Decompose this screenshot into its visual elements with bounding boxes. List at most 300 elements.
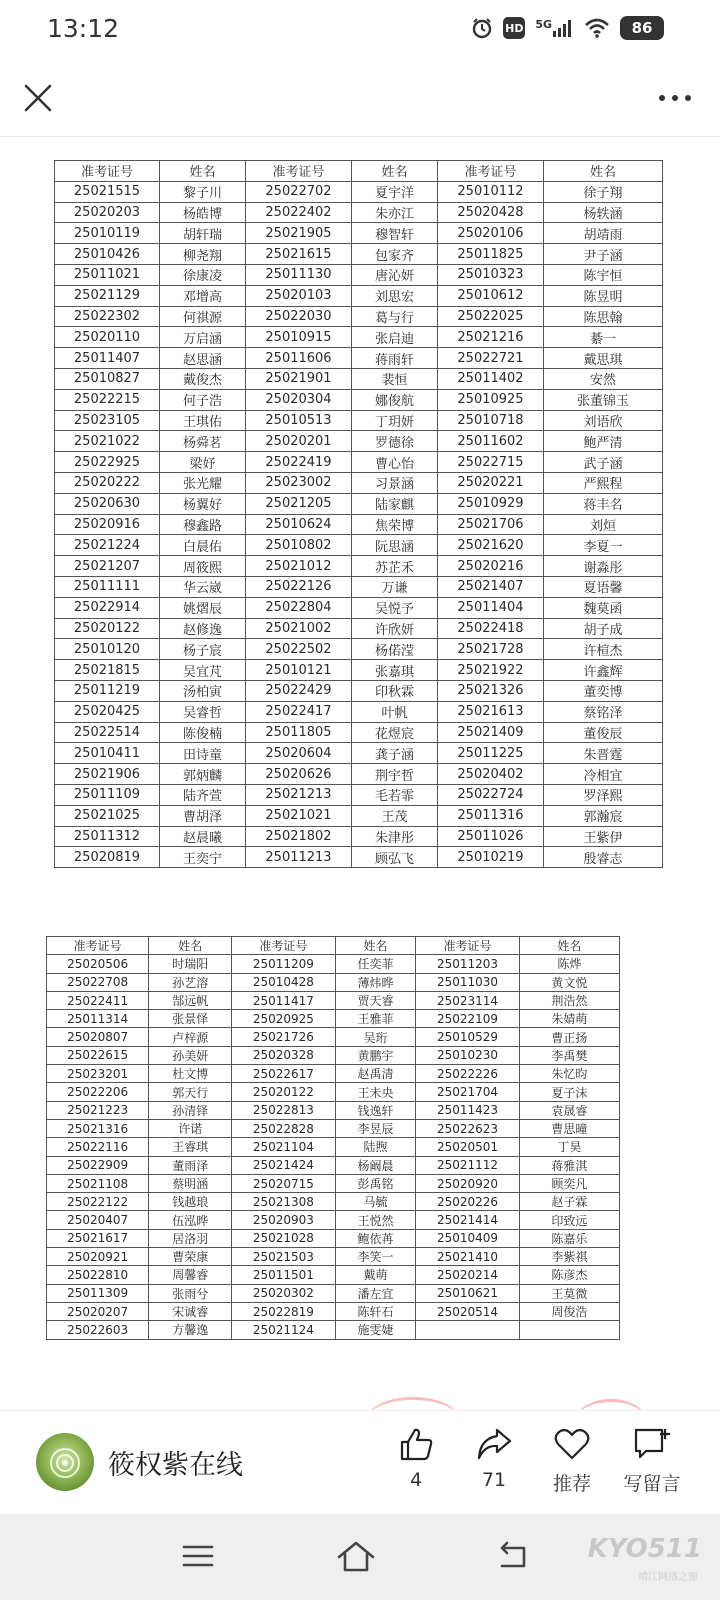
table-row	[55, 223, 663, 244]
back-icon[interactable]	[492, 1536, 536, 1576]
exam-id-cell: 25023114	[416, 991, 519, 1009]
home-icon[interactable]	[334, 1536, 378, 1576]
exam-id-cell: 25010119	[55, 223, 160, 244]
exam-id-cell: 25020626	[246, 764, 352, 785]
exam-id-cell: 25020819	[55, 847, 160, 868]
recommend-label: 推荐	[552, 1473, 591, 1495]
action-bar	[0, 1410, 720, 1515]
share-button[interactable]	[454, 1425, 534, 1505]
exam-id-cell: 25020925	[232, 1010, 335, 1028]
student-name-cell: 曹胡泽	[160, 805, 246, 826]
student-name-cell: 袁晟睿	[519, 1101, 619, 1119]
student-name-cell: 周筱熙	[160, 556, 246, 577]
exam-id-cell: 25022226	[416, 1065, 519, 1083]
exam-id-cell: 25022810	[47, 1266, 149, 1284]
student-name-cell: 梁妤	[160, 452, 246, 473]
student-name-cell: 李昱辰	[335, 1119, 416, 1137]
student-name-cell: 赵子霖	[519, 1193, 619, 1211]
table-row	[47, 1028, 620, 1046]
student-name-cell: 李禹樊	[519, 1046, 619, 1064]
exam-id-cell: 25022914	[55, 597, 160, 618]
watermark-logo: KYO511	[587, 1534, 702, 1564]
exam-id-cell: 25010624	[246, 514, 352, 535]
exam-id-cell: 25021308	[232, 1193, 335, 1211]
table-row	[55, 244, 663, 265]
student-name-cell: 周馨睿	[149, 1266, 232, 1284]
red-stamp-mark	[576, 1399, 646, 1410]
exam-id-cell: 25021002	[246, 618, 352, 639]
student-name-cell: 任奕菲	[335, 955, 416, 973]
student-name-cell: 陈俊楠	[160, 722, 246, 743]
exam-id-cell: 25021216	[438, 327, 544, 348]
student-name-cell: 郜远帆	[149, 991, 232, 1009]
student-name-cell: 戴俊杰	[160, 368, 246, 389]
student-name-cell: 万谦	[352, 576, 438, 597]
exam-id-cell: 25020203	[55, 202, 160, 223]
exam-id-cell: 25021124	[232, 1321, 335, 1339]
exam-id-cell: 25011213	[246, 847, 352, 868]
student-name-cell: 华云崴	[160, 576, 246, 597]
student-name-cell: 许楦杰	[544, 639, 663, 660]
exam-id-cell: 25011407	[55, 348, 160, 369]
exam-id-cell: 25022617	[232, 1065, 335, 1083]
system-nav-bar	[0, 1514, 720, 1600]
like-button[interactable]	[376, 1425, 456, 1505]
table-row	[47, 1065, 620, 1083]
student-name-cell: 陆煦	[335, 1138, 416, 1156]
exam-id-cell: 25010120	[55, 639, 160, 660]
table-row	[55, 660, 663, 681]
student-name-cell: 陆齐萱	[160, 784, 246, 805]
exam-id-cell: 25021129	[55, 285, 160, 306]
exam-id-cell: 25011606	[246, 348, 352, 369]
table-row	[55, 576, 663, 597]
table-row	[55, 431, 663, 452]
student-name-cell: 董奕博	[544, 680, 663, 701]
table-row	[47, 1193, 620, 1211]
student-name-cell: 朱婧萌	[519, 1010, 619, 1028]
exam-id-cell: 25020920	[416, 1174, 519, 1192]
exam-id-cell: 25010915	[246, 327, 352, 348]
exam-id-cell: 25011404	[438, 597, 544, 618]
exam-id-cell: 25020916	[55, 514, 160, 535]
student-name-cell: 冷相宜	[544, 764, 663, 785]
exam-id-cell: 25021906	[55, 764, 160, 785]
table-row	[47, 1321, 620, 1339]
student-name-cell: 王雅菲	[335, 1010, 416, 1028]
exam-id-cell: 25022302	[55, 306, 160, 327]
exam-id-cell: 25020514	[416, 1302, 519, 1320]
exam-id-cell: 25022109	[416, 1010, 519, 1028]
student-name-cell: 李笑一	[335, 1248, 416, 1266]
exam-id-cell: 25011109	[55, 784, 160, 805]
table-row	[55, 410, 663, 431]
table-row	[55, 556, 663, 577]
student-name-cell: 蔡明涵	[149, 1174, 232, 1192]
student-name-cell: 刘思宏	[352, 285, 438, 306]
exam-id-cell: 25021012	[246, 556, 352, 577]
exam-id-cell: 25011030	[416, 973, 519, 991]
table-row	[55, 285, 663, 306]
app-header	[0, 60, 720, 137]
network-label: 5G	[535, 18, 552, 31]
student-name-cell: 穆鑫路	[160, 514, 246, 535]
exam-id-cell: 25011501	[232, 1266, 335, 1284]
header-name: 姓名	[335, 937, 416, 955]
table-row	[47, 973, 620, 991]
exam-id-cell: 25023201	[47, 1065, 149, 1083]
student-name-cell: 刘烜	[544, 514, 663, 535]
student-name-cell: 吴悦予	[352, 597, 438, 618]
student-name-cell: 郭炳麟	[160, 764, 246, 785]
student-name-cell: 方馨逸	[149, 1321, 232, 1339]
table-row	[47, 1156, 620, 1174]
student-name-cell: 包家齐	[352, 244, 438, 265]
student-name-cell: 曹荣康	[149, 1248, 232, 1266]
student-name-cell: 彭禹铭	[335, 1174, 416, 1192]
exam-id-cell: 25022411	[47, 991, 149, 1009]
student-name-cell: 时瑞阳	[149, 955, 232, 973]
exam-id-cell: 25022819	[232, 1302, 335, 1320]
status-bar	[0, 0, 720, 60]
student-name-cell: 张启迪	[352, 327, 438, 348]
student-name-cell: 贾天睿	[335, 991, 416, 1009]
exam-id-cell: 25023002	[246, 472, 352, 493]
exam-id-cell: 25010529	[416, 1028, 519, 1046]
student-name-cell: 顾奕凡	[519, 1174, 619, 1192]
student-name-cell: 王茂	[352, 805, 438, 826]
avatar[interactable]	[36, 1433, 94, 1491]
student-name-cell: 阮思涵	[352, 535, 438, 556]
student-name-cell: 杨阚晨	[335, 1156, 416, 1174]
student-name-cell: 何祺源	[160, 306, 246, 327]
student-name-cell: 杨轶涵	[544, 202, 663, 223]
student-name-cell: 陈思翰	[544, 306, 663, 327]
student-name-cell: 黄文悦	[519, 973, 619, 991]
student-name-cell: 潘左宜	[335, 1284, 416, 1302]
student-name-cell: 马毓	[335, 1193, 416, 1211]
table-row	[55, 597, 663, 618]
student-name-cell: 曹正扬	[519, 1028, 619, 1046]
student-name-cell: 徐康凌	[160, 264, 246, 285]
student-name-cell: 张雨兮	[149, 1284, 232, 1302]
exam-id-cell: 25022122	[47, 1193, 149, 1211]
student-name-cell: 王未央	[335, 1083, 416, 1101]
student-name-cell: 董俊辰	[544, 722, 663, 743]
table-row	[55, 743, 663, 764]
student-name-cell: 鲍严清	[544, 431, 663, 452]
exam-id-cell: 25020122	[232, 1083, 335, 1101]
student-name-cell: 陆家麒	[352, 493, 438, 514]
student-name-cell: 谢淼彤	[544, 556, 663, 577]
exam-id-cell: 25021407	[438, 576, 544, 597]
student-name-cell: 花煜宸	[352, 722, 438, 743]
student-name-cell: 杨子宸	[160, 639, 246, 660]
table-row	[55, 784, 663, 805]
table-row	[55, 306, 663, 327]
exam-id-cell: 25021028	[232, 1229, 335, 1247]
student-name-cell: 丁昊	[519, 1138, 619, 1156]
exam-id-cell: 25020807	[47, 1028, 149, 1046]
student-name-cell: 田诗童	[160, 743, 246, 764]
exam-id-cell: 25011805	[246, 722, 352, 743]
battery-icon: 86	[620, 16, 664, 40]
menu-icon[interactable]	[176, 1536, 220, 1576]
exam-id-cell: 25022215	[55, 389, 160, 410]
exam-id-cell: 25020106	[438, 223, 544, 244]
student-name-cell: 孙艺溶	[149, 973, 232, 991]
exam-id-cell: 25010112	[438, 181, 544, 202]
exam-id-cell: 25022418	[438, 618, 544, 639]
student-name-cell: 陈昱明	[544, 285, 663, 306]
table-row	[47, 1174, 620, 1192]
student-name-cell: 许诺	[149, 1119, 232, 1137]
exam-id-cell: 25022909	[47, 1156, 149, 1174]
table-row	[55, 722, 663, 743]
student-name-cell: 陈轩石	[335, 1302, 416, 1320]
student-name-cell: 苏芷禾	[352, 556, 438, 577]
exam-id-cell: 25022126	[246, 576, 352, 597]
student-name-cell: 白晨佑	[160, 535, 246, 556]
like-count: 4	[409, 1469, 423, 1491]
exam-id-cell: 25022402	[246, 202, 352, 223]
student-name-cell: 严熙程	[544, 472, 663, 493]
student-name-cell: 罗泽熙	[544, 784, 663, 805]
exam-id-cell: 25011209	[232, 955, 335, 973]
student-name-cell: 胡靖雨	[544, 223, 663, 244]
exam-id-cell: 25020506	[47, 955, 149, 973]
exam-id-cell: 25020214	[416, 1266, 519, 1284]
exam-id-cell: 25022623	[416, 1119, 519, 1137]
student-name-cell: 李紫祺	[519, 1248, 619, 1266]
table-row	[47, 1010, 620, 1028]
exam-id-cell: 25010827	[55, 368, 160, 389]
exam-id-cell: 25021726	[232, 1028, 335, 1046]
table-body	[47, 955, 620, 1339]
student-name-cell: 施雯婕	[335, 1321, 416, 1339]
recommend-button[interactable]	[532, 1425, 612, 1505]
exam-id-cell: 25021213	[246, 784, 352, 805]
student-name-cell: 伍泓晔	[149, 1211, 232, 1229]
student-name-cell: 居洛羽	[149, 1229, 232, 1247]
exam-id-cell: 25022804	[246, 597, 352, 618]
exam-id-cell: 25011602	[438, 431, 544, 452]
exam-id-cell: 25011825	[438, 244, 544, 265]
exam-id-cell: 25021615	[246, 244, 352, 265]
student-name-cell: 周俊浩	[519, 1302, 619, 1320]
table-row	[47, 1229, 620, 1247]
exam-id-cell: 25010621	[416, 1284, 519, 1302]
signal-5g-icon	[535, 18, 574, 38]
comment-button[interactable]	[612, 1425, 692, 1505]
exam-id-cell: 25020501	[416, 1138, 519, 1156]
student-name-cell: 荆宇哲	[352, 764, 438, 785]
exam-id-cell: 25010718	[438, 410, 544, 431]
student-name-cell: 戴思琪	[544, 348, 663, 369]
student-name-cell: 郭瀚宸	[544, 805, 663, 826]
table-row	[47, 1083, 620, 1101]
table-row	[47, 1284, 620, 1302]
watermark-subtitle: 靖江网络之窗	[638, 1572, 698, 1583]
table-row	[47, 1211, 620, 1229]
student-name-cell: 王琪佑	[160, 410, 246, 431]
exam-id-cell: 25020402	[438, 764, 544, 785]
exam-id-cell: 25011312	[55, 826, 160, 847]
student-name-cell: 裴恒	[352, 368, 438, 389]
exam-id-cell: 25022828	[232, 1119, 335, 1137]
student-name-cell: 武子涵	[544, 452, 663, 473]
article-content[interactable]	[0, 137, 720, 1410]
student-name-cell: 葛与行	[352, 306, 438, 327]
table-row	[55, 493, 663, 514]
heart-icon	[553, 1425, 591, 1463]
table-row	[55, 805, 663, 826]
exam-id-cell: 25011309	[47, 1284, 149, 1302]
student-name-cell: 罗德徐	[352, 431, 438, 452]
table-row	[55, 264, 663, 285]
table-row	[47, 1138, 620, 1156]
status-icons	[471, 16, 664, 40]
student-name-cell: 杨皓博	[160, 202, 246, 223]
exam-id-cell: 25010219	[438, 847, 544, 868]
student-name-cell: 朱忆昀	[519, 1065, 619, 1083]
student-name-cell: 戴萌	[335, 1266, 416, 1284]
exam-id-cell: 25022724	[438, 784, 544, 805]
header-name: 姓名	[149, 937, 232, 955]
exam-id-cell: 25022502	[246, 639, 352, 660]
exam-id-cell: 25021414	[416, 1211, 519, 1229]
table-row	[47, 1302, 620, 1320]
status-time: 13:12	[47, 14, 120, 43]
student-name-cell	[519, 1321, 619, 1339]
table-row	[55, 701, 663, 722]
student-name-cell: 李夏一	[544, 535, 663, 556]
exam-id-cell: 25021223	[47, 1101, 149, 1119]
student-name-cell: 胡轩瑞	[160, 223, 246, 244]
student-name-cell: 陈宇恒	[544, 264, 663, 285]
student-name-cell: 陈彦杰	[519, 1266, 619, 1284]
table-row	[55, 639, 663, 660]
student-name-cell: 毛若霏	[352, 784, 438, 805]
exam-id-cell: 25021409	[438, 722, 544, 743]
exam-id-cell: 25021620	[438, 535, 544, 556]
table-row	[55, 514, 663, 535]
student-name-cell: 许欣妍	[352, 618, 438, 639]
comment-label: 写留言	[623, 1473, 681, 1495]
exam-id-cell: 25020110	[55, 327, 160, 348]
exam-id-cell: 25023105	[55, 410, 160, 431]
table-row	[47, 1101, 620, 1119]
exam-id-cell: 25020304	[246, 389, 352, 410]
exam-id-cell: 25010428	[232, 973, 335, 991]
table-row	[55, 389, 663, 410]
exam-id-cell: 25021922	[438, 660, 544, 681]
student-name-cell: 丁玥妍	[352, 410, 438, 431]
student-name-cell: 叶帆	[352, 701, 438, 722]
exam-id-cell: 25020222	[55, 472, 160, 493]
student-name-cell: 许鑫辉	[544, 660, 663, 681]
exam-id-cell: 25022615	[47, 1046, 149, 1064]
exam-id-cell: 25010513	[246, 410, 352, 431]
more-icon[interactable]	[650, 78, 700, 118]
student-name-cell: 鲍依苒	[335, 1229, 416, 1247]
exam-id-cell: 25021706	[438, 514, 544, 535]
exam-id-cell: 25021728	[438, 639, 544, 660]
exam-id-cell: 25021316	[47, 1119, 149, 1137]
student-name-cell: 董雨泽	[149, 1156, 232, 1174]
student-name-cell: 陈烨	[519, 955, 619, 973]
table-row	[55, 535, 663, 556]
table-row	[47, 1046, 620, 1064]
table-row	[55, 368, 663, 389]
student-name-cell: 安然	[544, 368, 663, 389]
author-name[interactable]: 筱权紫在线	[108, 1450, 243, 1481]
exam-id-cell: 25022025	[438, 306, 544, 327]
exam-id-cell: 25021022	[55, 431, 160, 452]
student-name-cell: 荆浩然	[519, 991, 619, 1009]
exam-id-cell: 25011203	[416, 955, 519, 973]
exam-id-cell: 25021205	[246, 493, 352, 514]
student-name-cell: 赵思涵	[160, 348, 246, 369]
student-name-cell: 蒋雨轩	[352, 348, 438, 369]
exam-id-cell: 25022116	[47, 1138, 149, 1156]
exam-id-cell: 25020103	[246, 285, 352, 306]
close-icon[interactable]	[18, 78, 58, 118]
exam-id-cell: 25022030	[246, 306, 352, 327]
student-name-cell: 徐子翔	[544, 181, 663, 202]
student-name-cell: 朱津彤	[352, 826, 438, 847]
student-name-cell: 吴珩	[335, 1028, 416, 1046]
exam-id-cell: 25020201	[246, 431, 352, 452]
student-name-cell: 王莫微	[519, 1284, 619, 1302]
table-row	[55, 327, 663, 348]
table-row	[47, 1248, 620, 1266]
exam-id-cell: 25022925	[55, 452, 160, 473]
student-name-cell: 卢梓源	[149, 1028, 232, 1046]
exam-id-cell: 25021704	[416, 1083, 519, 1101]
student-name-cell: 印致远	[519, 1211, 619, 1229]
table-row	[47, 955, 620, 973]
table-row	[55, 618, 663, 639]
exam-id-cell: 25021104	[232, 1138, 335, 1156]
table-row	[55, 764, 663, 785]
student-name-cell: 焦荣博	[352, 514, 438, 535]
exam-id-cell: 25022429	[246, 680, 352, 701]
exam-id-cell: 25010929	[438, 493, 544, 514]
exam-id-cell: 25020302	[232, 1284, 335, 1302]
header-exam-id: 准考证号	[438, 161, 544, 182]
student-name-cell: 朱亦江	[352, 202, 438, 223]
student-name-cell: 綦一	[544, 327, 663, 348]
exam-id-cell: 25021901	[246, 368, 352, 389]
exam-id-cell: 25011314	[47, 1010, 149, 1028]
exam-id-cell: 25021905	[246, 223, 352, 244]
exam-id-cell: 25020903	[232, 1211, 335, 1229]
header-exam-id: 准考证号	[47, 937, 149, 955]
exam-id-cell: 25010612	[438, 285, 544, 306]
exam-id-cell: 25010121	[246, 660, 352, 681]
wifi-icon	[584, 18, 610, 38]
exam-id-cell: 25022702	[246, 181, 352, 202]
exam-id-cell: 25020715	[232, 1174, 335, 1192]
exam-id-cell: 25022708	[47, 973, 149, 991]
student-name-cell: 杨翼好	[160, 493, 246, 514]
exam-id-cell: 25021617	[47, 1229, 149, 1247]
roster-table-1	[54, 160, 663, 868]
exam-id-cell: 25010230	[416, 1046, 519, 1064]
exam-id-cell: 25021410	[416, 1248, 519, 1266]
student-name-cell: 王奕宁	[160, 847, 246, 868]
